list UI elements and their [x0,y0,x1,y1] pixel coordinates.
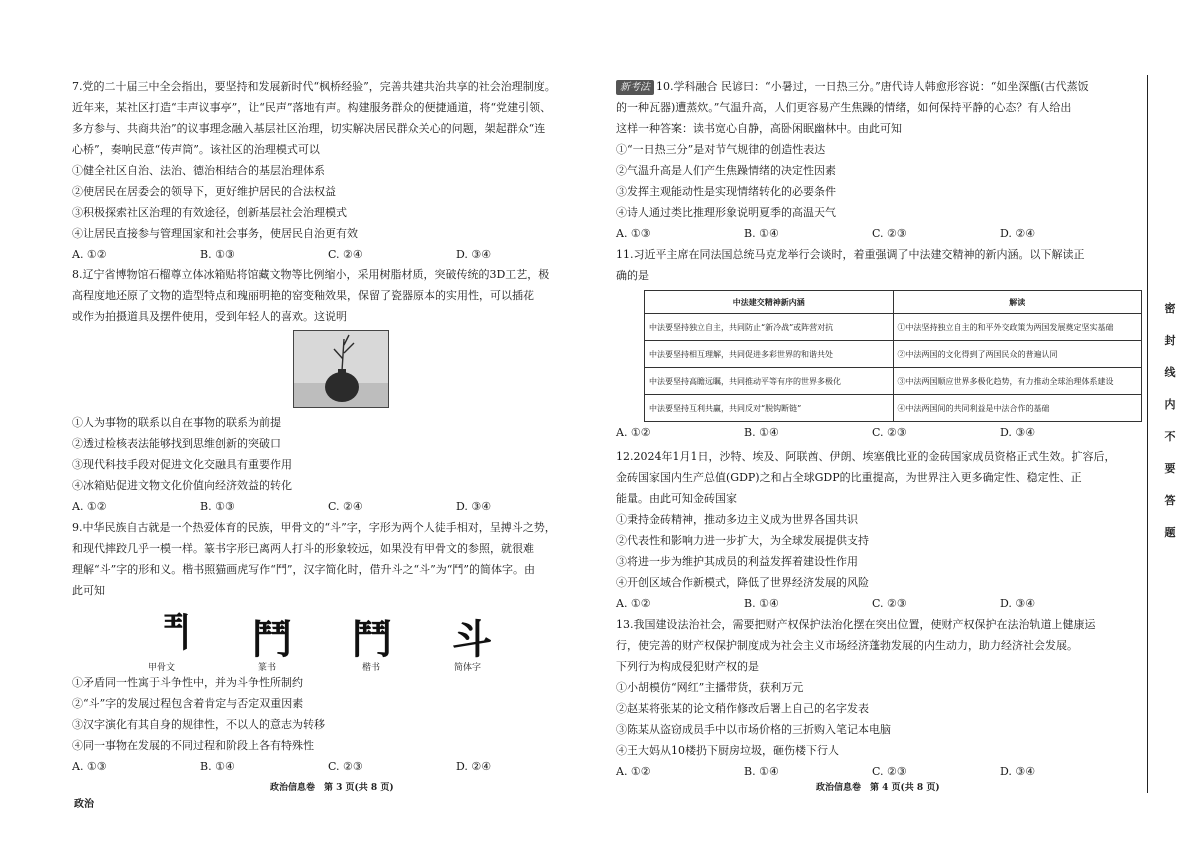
q10-answer-b: B. ①④ [744,227,779,240]
binding-char-7: 答 [1164,494,1176,507]
q10-line-1-text: 10.学科融合 民谚曰：“小暑过，一日热三分。”唐代诗人韩愈形容说：“如坐深甑(古代蒸饭 [656,80,1089,93]
question-7 [72,76,582,265]
right-page-footer: 政治信息卷 第 4 页(共 8 页) [816,783,940,793]
q10-option-1: ①“一日热三分”是对节气规律的创造性表达 [616,143,826,156]
q12-line-2: 金砖国家国内生产总值(GDP)之和占全球GDP的比重提高，为世界注入更多确定性、稳定性、正 [616,471,1082,484]
q8-answer-b: B. ①③ [200,500,235,513]
q12-answer-c: C. ②③ [872,597,907,610]
q13-answer-d: D. ③④ [1000,765,1036,778]
q13-option-4: ④王大妈从10楼扔下厨房垃圾，砸伤楼下行人 [616,744,839,757]
q8-line-2: 高程度地还原了文物的造型特点和瑰丽明艳的窑变釉效果，保留了瓷器原本的实用性，可以插花 [72,289,534,302]
q12-option-1: ①秉持金砖精神，推动多边主义成为世界各国共识 [616,513,858,526]
q9-answer-b: B. ①④ [200,760,235,773]
q11-answers [616,422,1136,443]
glyph-seal-script: 鬥 [252,616,292,663]
q8-option-2: ②透过检核表法能够找到思维创新的突破口 [72,437,281,450]
q12-answer-a: A. ①② [616,597,651,610]
vase-fridge-magnet-photo [293,330,389,408]
q13-answers [616,761,1136,782]
q9-answer-c: C. ②③ [328,760,363,773]
q9-option-3: ③汉字演化有其自身的规律性，不以人的意志为转移 [72,718,325,731]
binding-char-6: 要 [1164,462,1176,475]
q9-line-2: 和现代摔跤几乎一模一样。篆书字形已离两人打斗的形象较远，如果没有甲骨文的参照，就很难 [72,542,534,555]
q11-table-header-row [645,291,1142,314]
question-11-answers [616,422,1136,443]
label-regular-script: 楷书 [362,663,381,673]
question-9-options [72,672,582,777]
q8-option-1: ①人为事物的联系以自在事物的联系为前提 [72,416,281,429]
q12-answers [616,593,1136,614]
q7-answers [72,244,582,265]
q13-option-3: ③陈某从盗窃成员手中以市场价格的三折购入笔记本电脑 [616,723,891,736]
binding-char-1: 密 [1164,302,1176,315]
q13-option-1: ①小胡模仿“网红”主播带货，获利万元 [616,681,804,694]
q7-line-3: 多方参与、共商共治”的议事理念融入基层社区治理，切实解决居民群众关心的问题，架起群众“连 [72,122,546,135]
binding-strip [1160,300,1180,540]
q8-line-3: 或作为拍摄道具及摆件使用，受到年轻人的喜欢。这说明 [72,310,347,323]
q10-option-2: ②气温升高是人们产生焦躁情绪的决定性因素 [616,164,836,177]
q11-cell-r1-c2: ①中法坚持独立自主的和平外交政策为两国发展奠定坚实基础 [893,314,1142,341]
q12-line-1: 12.2024年1月1日，沙特、埃及、阿联酋、伊朗、埃塞俄比亚的金砖国家成员资格正式生效。扩容后， [616,450,1116,463]
q11-cell-r4-c1: 中法要坚持互利共赢，共同反对“脱钩断链” [645,395,894,422]
subject-label: 政治 [74,799,94,810]
dou-character-evolution [148,608,512,673]
q9-answer-a: A. ①③ [72,760,107,773]
q13-answer-b: B. ①④ [744,765,779,778]
q13-answer-c: C. ②③ [872,765,907,778]
label-seal-script: 篆书 [258,663,277,673]
q12-option-2: ②代表性和影响力进一步扩大，为全球发展提供支持 [616,534,869,547]
q13-answer-a: A. ①② [616,765,651,778]
q10-answer-c: C. ②③ [872,227,907,240]
binding-char-4: 内 [1164,398,1176,411]
q7-answer-d: D. ③④ [456,248,492,261]
q9-line-1: 9.中华民族自古就是一个热爱体育的民族，甲骨文的“斗”字，字形为两个人徒手相对，呈搏斗之势， [72,521,556,534]
q7-option-3: ③积极探索社区治理的有效途径，创新基层社会治理模式 [72,206,347,219]
q11-table [644,290,1142,422]
binding-line [1147,75,1148,793]
q9-option-2: ②“斗”字的发展过程包含着肯定与否定双重因素 [72,697,304,710]
q10-option-4: ④诗人通过类比推理形象说明夏季的高温天气 [616,206,836,219]
q10-line-2: 的一种瓦器)遭蒸炊。”气温升高，人们更容易产生焦躁的情绪，如何保持平静的心态？有人给出 [616,101,1072,114]
q8-line-1: 8.辽宁省博物馆石榴尊立体冰箱贴将馆藏文物等比例缩小，采用树脂材质，突破传统的3D工艺，极 [72,268,550,281]
glyph-regular-script: 鬥 [352,616,392,663]
table-row [645,341,1142,368]
q13-line-3: 下列行为构成侵犯财产权的是 [616,660,759,673]
q7-answer-c: C. ②④ [328,248,363,261]
q8-option-3: ③现代科技手段对促进文化交融具有重要作用 [72,458,292,471]
q11-answer-a: A. ①② [616,426,651,439]
q8-option-4: ④冰箱贴促进文物文化价值向经济效益的转化 [72,479,292,492]
q12-option-4: ④开创区域合作新模式，降低了世界经济发展的风险 [616,576,869,589]
glyph-simplified: 斗 [452,616,492,663]
q7-option-1: ①健全社区自治、法治、德治相结合的基层治理体系 [72,164,325,177]
q11-answer-d: D. ③④ [1000,426,1036,439]
q7-answer-b: B. ①③ [200,248,235,261]
q7-option-4: ④让居民直接参与管理国家和社会事务，使居民自治更有效 [72,227,358,240]
binding-char-3: 线 [1164,366,1176,379]
question-10 [616,76,1136,244]
q13-line-2: 行，使完善的财产权保护制度成为社会主义市场经济蓬勃发展的内生动力，助力经济社会发展。 [616,639,1078,652]
q9-option-4: ④同一事物在发展的不同过程和阶段上各有特殊性 [72,739,314,752]
question-8 [72,264,582,327]
table-row [645,368,1142,395]
q8-answer-c: C. ②④ [328,500,363,513]
glyph-oracle-bone: 𩰊 [152,610,192,657]
question-11 [616,244,1136,286]
q7-line-2: 近年来，某社区打造“丰声议事亭”，让“民声”落地有声。构建服务群众的便捷通道，将“党建引领、 [72,101,552,114]
q7-line-4: 心桥”，奏响民意“传声筒”。该社区的治理模式可以 [72,143,320,156]
q7-option-2: ②使居民在居委会的领导下，更好维护居民的合法权益 [72,185,336,198]
right-page [616,0,1136,848]
q9-answers [72,756,582,777]
new-method-badge: 新考法 [616,80,654,95]
q13-option-2: ②赵某将张某的论文稍作修改后署上自己的名字发表 [616,702,869,715]
question-12 [616,446,1136,614]
q12-line-3: 能量。由此可知金砖国家 [616,492,737,505]
question-9 [72,517,582,601]
q11-line-1: 11.习近平主席在同法国总统马克龙举行会谈时，着重强调了中法建交精神的新内涵。以下解读正 [616,248,1085,261]
q11-cell-r3-c1: 中法要坚持高瞻远瞩，共同推动平等有序的世界多极化 [645,368,894,395]
q11-line-2: 确的是 [616,269,649,282]
q10-answers [616,223,1136,244]
table-row [645,395,1142,422]
binding-char-5: 不 [1164,430,1176,443]
left-page-footer: 政治信息卷 第 3 页(共 8 页) [270,783,394,793]
q11-answer-c: C. ②③ [872,426,907,439]
q13-line-1: 13.我国建设法治社会，需要把财产权保护法治化摆在突出位置，使财产权保护在法治轨道上健康运 [616,618,1096,631]
q11-cell-r3-c2: ③中法两国顺应世界多极化趋势，有力推动全球治理体系建设 [893,368,1142,395]
q12-option-3: ③将进一步为维护其成员的利益发挥着建设性作用 [616,555,858,568]
q11-cell-r2-c2: ②中法两国的文化得到了两国民众的普遍认同 [893,341,1142,368]
left-page [72,0,582,848]
label-oracle-bone: 甲骨文 [148,663,176,673]
q11-cell-r2-c1: 中法要坚持相互理解，共同促进多彩世界的和谐共处 [645,341,894,368]
q11-answer-b: B. ①④ [744,426,779,439]
q12-answer-d: D. ③④ [1000,597,1036,610]
q10-answer-a: A. ①③ [616,227,651,240]
q11-cell-r1-c1: 中法要坚持独立自主，共同防止“新冷战”或阵营对抗 [645,314,894,341]
question-8-options [72,412,582,517]
q7-answer-a: A. ①② [72,248,107,261]
q10-line-1 [616,76,1136,97]
question-13 [616,614,1136,782]
vase-image [294,331,388,407]
binding-char-2: 封 [1164,334,1176,347]
q9-line-3: 理解“斗”字的形和义。楷书照猫画虎写作“鬥”，汉字简化时，借升斗之“斗”为“鬥”的简体字。由 [72,563,535,576]
q9-option-1: ①矛盾同一性寓于斗争性中，并为斗争性所制约 [72,676,303,689]
q8-answer-d: D. ③④ [456,500,492,513]
q11-header-interpretation: 解读 [893,291,1142,314]
label-simplified: 简体字 [454,663,482,673]
q9-answer-d: D. ②④ [456,760,492,773]
q10-answer-d: D. ②④ [1000,227,1036,240]
q11-header-connotation: 中法建交精神新内涵 [645,291,894,314]
q11-cell-r4-c2: ④中法两国间的共同利益是中法合作的基础 [893,395,1142,422]
q10-option-3: ③发挥主观能动性是实现情绪转化的必要条件 [616,185,836,198]
table-row [645,314,1142,341]
binding-char-8: 题 [1164,526,1176,539]
q12-answer-b: B. ①④ [744,597,779,610]
q9-line-4: 此可知 [72,584,105,597]
q8-answers [72,496,582,517]
q7-line-1: 7.党的二十届三中全会指出，要坚持和发展新时代“枫桥经验”，完善共建共治共享的社会治理制度。 [72,80,556,93]
q10-line-3: 这样一种答案：读书宽心自静，高卧闲眠幽林中。由此可知 [616,122,902,135]
q8-answer-a: A. ①② [72,500,107,513]
